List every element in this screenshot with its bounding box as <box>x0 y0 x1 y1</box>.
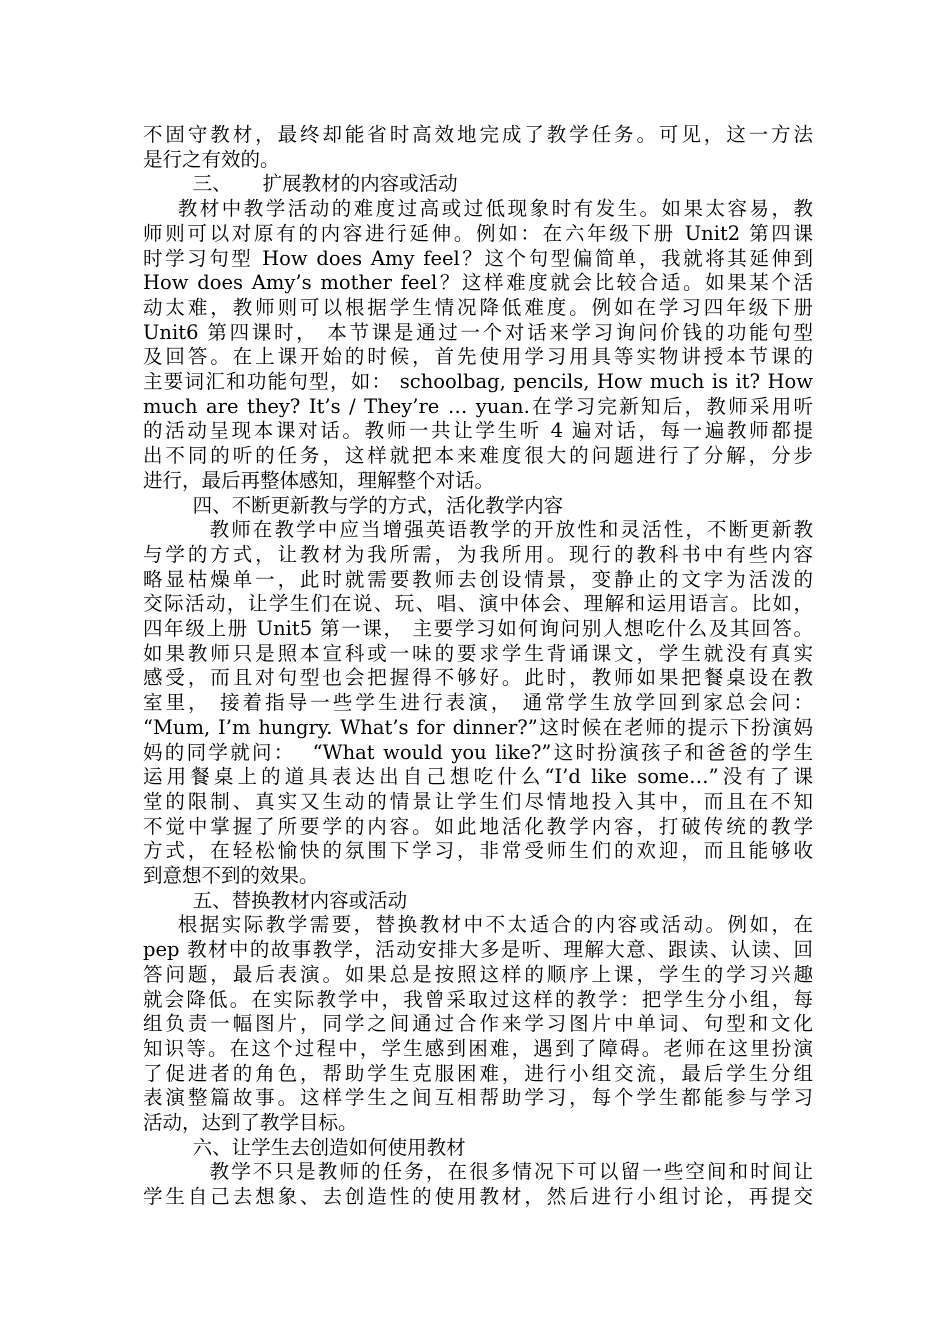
text-line: 动太难，教师则可以根据学生情况降低难度。例如在学习四年级下册 <box>143 295 813 319</box>
text-line: pep 教材中的故事教学，活动安排大多是听、理解大意、跟读、认读、回 <box>143 938 813 962</box>
text-line: much are they? It’s / They’re … yuan.在学习完新知后，教师采用听 <box>143 394 813 418</box>
text-line: 时学习句型 How does Amy feel？这个句型偏简单，我就将其延伸到 <box>143 246 813 270</box>
text-line: 了促进者的角色，帮助学生克服困难，进行小组交流，最后学生分组 <box>143 1061 813 1085</box>
text-line: 出不同的听的任务，这样就把本来难度很大的问题进行了分解，分步 <box>143 444 813 468</box>
text-line: 就会降低。在实际教学中，我曾采取过这样的教学：把学生分小组，每 <box>143 987 813 1011</box>
text-line: 方式，在轻松愉快的氛围下学习，非常受师生们的欢迎，而且能够收 <box>143 839 813 863</box>
text-line: How does Amy’s mother feel？这样难度就会比较合适。如果某个活 <box>143 271 813 295</box>
text-line: 如果教师只是照本宣科或一味的要求学生背诵课文，学生就没有真实 <box>143 641 813 665</box>
text-line: 及回答。在上课开始的时候，首先使用学习用具等实物讲授本节课的 <box>143 345 813 369</box>
section-heading: 五、替换教材内容或活动 <box>143 888 408 912</box>
text-line: “Mum, I’m hungry. What’s for dinner?”这时候在老师的提示下扮演妈 <box>143 715 813 739</box>
section-heading: 四、不断更新教与学的方式，活化教学内容 <box>143 493 564 517</box>
text-line: 略显枯燥单一，此时就需要教师去创设情景，变静止的文字为活泼的 <box>143 567 813 591</box>
section-heading: 三、 扩展教材的内容或活动 <box>143 172 458 196</box>
text-line: 四年级上册 Unit5 第一课， 主要学习如何询问别人想吃什么及其回答。 <box>143 617 813 640</box>
text-line: 是行之有效的。 <box>143 147 280 171</box>
text-line: 教学不只是教师的任务，在很多情况下可以留一些空间和时间让 <box>143 1160 813 1184</box>
text-line: 表演整篇故事。这样学生之间互相帮助学习，每个学生都能参与学习 <box>143 1086 813 1110</box>
text-line: 堂的限制、真实又生动的情景让学生们尽情地投入其中，而且在不知 <box>143 789 813 813</box>
text-line: 与学的方式，让教材为我所需，为我所用。现行的教科书中有些内容 <box>143 542 813 566</box>
text-line: 组负责一幅图片，同学之间通过合作来学习图片中单词、句型和文化 <box>143 1012 813 1036</box>
text-line: 不固守教材，最终却能省时高效地完成了教学任务。可见，这一方法 <box>143 123 813 146</box>
text-line: 学生自己去想象、去创造性的使用教材，然后进行小组讨论，再提交 <box>143 1185 813 1209</box>
text-line: 室里， 接着指导一些学生进行表演， 通常学生放学回到家总会问： <box>143 691 813 715</box>
section-heading: 六、让学生去创造如何使用教材 <box>143 1135 466 1159</box>
text-line: 活动，达到了教学目标。 <box>143 1111 358 1134</box>
text-line: 教师在教学中应当增强英语教学的开放性和灵活性，不断更新教 <box>143 518 813 542</box>
text-line: 到意想不到的效果。 <box>143 864 319 887</box>
text-line: 主要词汇和功能句型，如： schoolbag, pencils, How much is it? How <box>143 370 813 393</box>
text-line: 的活动呈现本课对话。教师一共让学生听 4 遍对话，每一遍教师都提 <box>143 419 813 443</box>
text-line: 根据实际教学需要，替换教材中不太适合的内容或活动。例如，在 <box>143 913 813 937</box>
text-line: 交际活动，让学生们在说、玩、唱、演中体会、理解和运用语言。比如， <box>143 592 813 616</box>
text-line: 运用餐桌上的道具表达出自己想吃什么“I’d like some…”没有了课 <box>143 765 813 789</box>
text-line: 感受，而且对句型也会把握得不够好。此时，教师如果把餐桌设在教 <box>143 666 813 690</box>
text-line: 教材中教学活动的难度过高或过低现象时有发生。如果太容易，教 <box>143 197 813 221</box>
text-line: 不觉中掌握了所要学的内容。如此地活化教学内容，打破传统的教学 <box>143 814 813 838</box>
text-line: 师则可以对原有的内容进行延伸。例如：在六年级下册 Unit2 第四课 <box>143 221 813 245</box>
text-line: 进行，最后再整体感知，理解整个对话。 <box>143 468 495 492</box>
text-line: Unit6 第四课时， 本节课是通过一个对话来学习询问价钱的功能句型 <box>143 320 813 344</box>
text-line: 答问题，最后表演。如果总是按照这样的顺序上课，学生的学习兴趣 <box>143 962 813 986</box>
text-line: 知识等。在这个过程中，学生感到困难，遇到了障碍。老师在这里扮演 <box>143 1036 813 1060</box>
text-line: 妈的同学就问： “What would you like?”这时扮演孩子和爸爸的学生 <box>143 740 813 764</box>
